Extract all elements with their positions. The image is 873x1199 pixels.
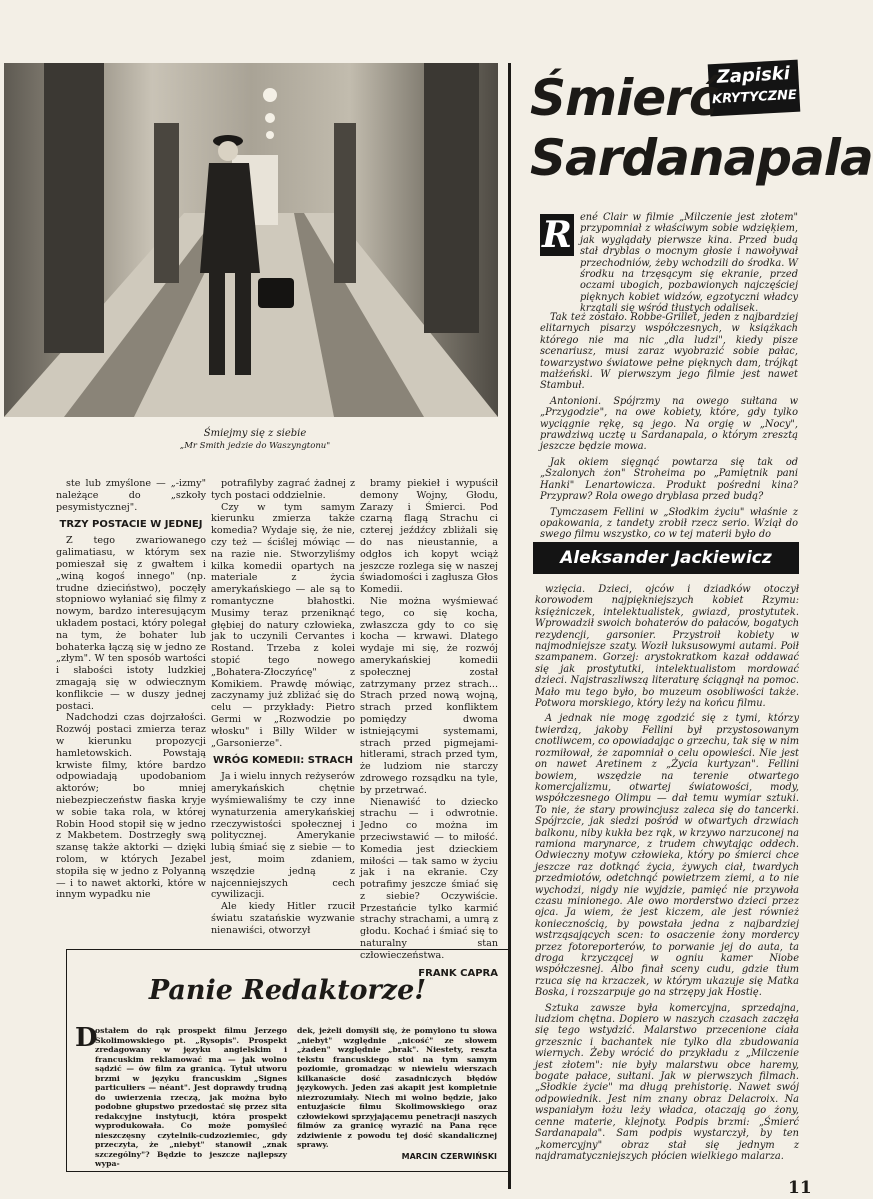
article-paragraph: bramy piekieł i wypuścił demony Wojny, Głodu, Zarazy i Śmierci. Pod czarną flagą Strachu ci czterej jeźdźcy zbliżali się do nas nieustannie, a odgłos ich kopyt wciąż jeszcze rozlega się w naszej świadomości i zagłusza Głos Komedii. — [360, 478, 498, 596]
article-paragraph: Tymczasem Fellini w „Słodkim życiu" właśnie z opakowania, z tandety zrobił rzecz serio. Wziął do swego filmu wszystko, co w tej materii było do — [540, 506, 798, 541]
title-line-1: Śmierć — [530, 69, 718, 127]
section-heading: WRÓG KOMEDII: STRACH — [213, 755, 353, 767]
letter-column-1 — [95, 1026, 287, 1168]
photo-caption — [150, 427, 360, 453]
article-lower-text — [535, 584, 799, 1180]
article-paragraph: Tak też zostało. Robbe-Grillet, jeden z najbardziej elitarnych pisarzy współczesnych, w książkach którego nie ma nic „dla ludzi", kiedy pisze scenariusz, musi zaraz wyobrazić sobie pałac, towarzystwo światowe pełne pięknych dam, trójkąt małżeński. W pierwszym jego filmie jest nawet Stambuł. — [540, 312, 798, 392]
article-paragraph: wzięcia. Dzieci, ojców i dziadków otoczył korowodem najpiękniejszych kobiet Rzymu: księżniczek, intelektualistek, gwiazd, prostytutek. Wprowadził swoich bohaterów do pałaców, bogatych rezydencji, garsonier. Przystroił kobiety w najmodniejsze szaty. Woził luksusowymi autami. Poił szampanem. Gorzej: arystokratkom kazał oddawać się jak prostytutki, intelektualistom mordować dzieci. Najstraszliwszą literaturę ściągnął na pomoc. Mało mu tego było, bo muzeum osobliwości także. Potwora morskiego, który leży na końcu filmu. — [535, 584, 799, 710]
article-paragraph: Nie można wyśmiewać tego, co się kocha, zwłaszcza gdy to co się kocha — krwawi. Dlatego wydaje mi się, że rozwój amerykańskiej komedii społecznej został zatrzymany przez strach... Strach przed nową wojną, strach przed konfliktem pomiędzy dwoma istniejącymi systemami, strach przed pigmejami-hitlerami, strach przed tym, że ludziom nie starczy zdrowego rozsądku na tyle, by przetrwać. — [360, 595, 498, 796]
badge-line-2: KRYTYCZNE — [711, 87, 798, 108]
caption-line-2: „Mr Smith jedzie do Waszyngtonu" — [179, 441, 331, 451]
article-column-3 — [360, 478, 498, 979]
article-signature: FRANK CAPRA — [418, 967, 498, 979]
caption-line-1: Śmiejmy się z siebie — [203, 428, 307, 439]
letter-title: Panie Redaktorze! — [148, 975, 427, 1006]
article-paragraph: Ale kiedy Hitler rzucił światu szatańskie wyzwanie nienawiści, otworzył — [211, 901, 355, 936]
photo-illustration — [4, 63, 498, 417]
letter-text-2: dek, jeżeli domyśli się, że pomylono tu słowa „niebyt" względnie „nicość" ze słowem „żaden" względnie „brak". Niestety, reszta tekstu francuskiego stoi na tym samym poziomie, gromadząc w niewielu wierszach kilkanaście dość zasadniczych błędów językowych. Jeden zaś akapit jest kompletnie niezrozumiały. Niech mi wolno będzie, jako entuzjaście filmu Skolimowskiego oraz człowiekowi sprzyjającemu penetracji naszych filmów za granicę wyrazić na Pana ręce zdziwienie z powodu tej dość skandalicznej sprawy. — [297, 1026, 497, 1149]
article-title — [530, 68, 873, 188]
article-column-2 — [211, 478, 355, 940]
article-paragraph: Nienawiść to dziecko strachu — i odwrotnie. Jedno co można im przeciwstawić — to miłość. Komedia jest dzieckiem miłości — tak samo w życiu jak i na ekranie. Czy potrafimy jeszcze śmiać się z siebie? Oczywiście. Przestańcie tylko karmić strachy strachami, a umrą z głodu. Kochać i śmiać się to naturalny stan człowieczeństwa. — [360, 796, 498, 961]
article-paragraph: Antonioni. Spójrzmy na owego sułtana w „Przygodzie", na owe kobiety, które, gdy tylko wyciągnie rękę, są jego. Na orgię w „Nocy", prawdziwą ucztę u Sardanapala, o którym zresztą jeszcze będzie mowa. — [540, 395, 798, 453]
article-paragraph: Ja i wielu innych reżyserów amerykańskich chętnie wyśmiewaliśmy te czy inne wynaturzenia amerykańskiej rzeczywistości społecznej i politycznej. Amerykanie lubią śmiać się z siebie — to jest, moim zdaniem, wszędzie jedną z najcenniejszych cech cywilizacji. — [211, 771, 355, 901]
article-paragraph: potrafilyby zagrać żadnej z tych postaci oddzielnie. — [211, 478, 355, 501]
letter-column-2 — [297, 1026, 497, 1160]
author-banner: Aleksander Jackiewicz — [533, 542, 799, 574]
letter-box — [66, 949, 509, 1172]
article-lead — [580, 212, 798, 315]
hallway-photo — [4, 63, 498, 417]
letter-text-1: ostałem do rąk prospekt filmu Jerzego Skolimowskiego pt. „Rysopis". Prospekt zredagowany w języku angielskim i francuskim reklamować ma — jak wolno sądzić — ów film za granicą. Tytuł utworu brzmi w języku francuskim „Signes particuliers — néant". Jest doprawdy trudną do uwierzenia rzeczą, jak można było podobne głupstwo przedostać się przez sita redakcyjne instytucji, która prospekt wyprodukowała. Co może pomyśleć nieszczęsny czytelnik-cudzoziemiec, gdy przeczyta, że „niebyt" stanowił „znak szczególny"? Będzie to jeszcze najlepszy wypa- — [95, 1026, 287, 1168]
title-line-2: Sardanapala — [530, 129, 873, 187]
article-dropcap: R — [540, 214, 574, 256]
lead-paragraph: ené Clair w filmie „Milczenie jest złotem" przypomniał z właściwym sobie wdzięķiem, jak wyglądały pierwsze kina. Przed budą stał dryblas o mocnym głosie i nawoływał przechodniów, żeby wchodzili do środka. W środku na trzęsącym się ekranie, przed oczami ubogich, pozbawionych najczęściej pięknych kobiet widzów, egzotyczni władcy krzątali się wśród tłustych odalisek. — [580, 212, 798, 315]
article-paragraph: A jednak nie mogę zgodzić się z tymi, którzy twierdzą, jakoby Fellini był przystosowanym cnotliwcem, co opowiadając o grzechu, tak się w nim rozmiłował, że zapomniał o celu opowieści. Nie jest on nawet Aretinem z „Życia kurtyzan". Fellini bowiem, wszędzie na terenie otwartego komercjalizmu, otwartej światowości, mody, współczesnego Olimpu — dał temu wymiar sztuki. To nie, że stary prowincjusz zaleca się do tancerki. Spójrzcie, jak siedzi pośród w otwartych drzwiach balkonu, niby kukła bez rąk, w krzywo narzuconej na ramiona marynarce, z trudem chwytając oddech. Odwieczny motyw człowieka, który po śmierci chce jeszcze raz dotknąć życia, żywych ciał, twardych przedmiotów, odetchnąć powietrzem ziemi, a to nie wychodzi, nigdy nie wyjdzie, pamięć nie przywoła czasu minionego. Ale owo morderstwo dzieci przez ojca. Ja wiem, że jest kiczem, ale jest również koniecznością, by powstała jedna z najbardziej wstrząsających scen: to osaczenie żony mordercy przez fotoreporterów, to porwanie jej do auta, ta droga krzyczącej w ogniu kamer Niobe współczesnej. Albo finał sceny cudu, gdzie tłum rzuca się na krzaczek, w którym ukazuje się Matka Boska, i rozszarpuje go na strzępy jak Hostię. — [535, 713, 799, 999]
column-divider — [508, 63, 511, 1189]
article-paragraph: Jak okiem sięgnąć powtarza się tak od „Szalonych żon" Stroheima po „Pamiętnik pani Hanki" Lenartowicza. Produkt pośredni kina? Przypraw? Rola owego dryblasa przed budą? — [540, 456, 798, 503]
article-upper-text — [540, 312, 798, 541]
article-paragraph: ste lub zmyślone — „-izmy" należące do „szkoły pesymistycznej". — [56, 478, 206, 513]
letter-dropcap: D — [75, 1023, 98, 1053]
article-paragraph: Z tego zwariowanego galimatiasu, w którym sex pomieszał się z gwałtem i „winą kogoś innego" (np. trudne dzieciństwo), poczęły stopniowo wyłaniać się filmy z nowym, bardzo interesującym układem postaci, który polegał na tym, że bohater lub bohaterka łączą się w jedno ze „złym". W ten sposób wartości i słabości istoty ludzkiej zmagają się w odwiecznym konflikcie — w duszy jednej postaci. — [56, 535, 206, 712]
article-column-1 — [56, 478, 206, 940]
page-number: 11 — [788, 1178, 812, 1198]
article-paragraph: Nadchodzi czas dojrzałości. Rozwój postaci zmierza teraz w kierunku propozycji hamletowskich. Powstają krwiste filmy, które bardzo odpowiadają upodobaniom aktorów; bo mniej niebezpieczeństw fiaska kryje w sobie taka rola, w której Robin Hood stopił się w jedno z Makbetem. Dostrzegły swą szansę także aktorki — dzięki rolom, w których Jezabel stopiła się w jedno z Polyanną — i to nawet aktorki, które w innym wypadku nie — [56, 712, 206, 901]
badge-line-1: Zapiski — [716, 63, 791, 88]
letter-signature: MARCIN CZERWIŃSKI — [401, 1151, 497, 1161]
section-heading: TRZY POSTACIE W JEDNEJ — [59, 519, 203, 531]
article-paragraph: Czy w tym samym kierunku zmierza także komedia? Wydaje się, że nie, czy też — ściślej mówiąc — na razie nie. Stworzyliśmy kilka komedii opartych na materiale z życia amerykańskiego — ale są to romantyczne błahostki. Musimy teraz przeniknąć głębiej do natury człowieka, jak to uczynili Cervantes i Rostand. Trzeba z kolei stopić tego nowego „Bohatera-Złoczyńcę" z Komikiem. Prawdę mówiąc, zaczynamy już zbliżać się do celu — przykłady: Pietro Germi w „Rozwodzie po włosku" i Billy Wilder w „Garsonierze". — [211, 501, 355, 749]
article-paragraph: Sztuka zawsze była komercyjna, sprzedajna, ludziom chętna. Dopiero w naszych czasach zaczęła się tego wstydzić. Malarstwo przecenione ciała grzesznic i bachantek nie tylko dla zbudowania wiernych. Żeby wrócić do przykładu z „Milczenie jest złotem": nie były malarstwu obce haremy, bogate pałace, sułtani. Jak w pierwszych filmach. „Słodkie życie" ma długą prehistorię. Nawet swój odpowiednik. Jest nim znany obraz Delacroix. Na wspaniałym łożu leży władca, otaczają go żony, cenne materie, klejnoty. Podpis brzmi: „Śmierć Sardanapala". Sam podpis wystarczył, by ten „komercyjny" obraz stał się jednym z najdramatyczniejszych płócien wielkiego malarza. — [535, 1002, 799, 1162]
